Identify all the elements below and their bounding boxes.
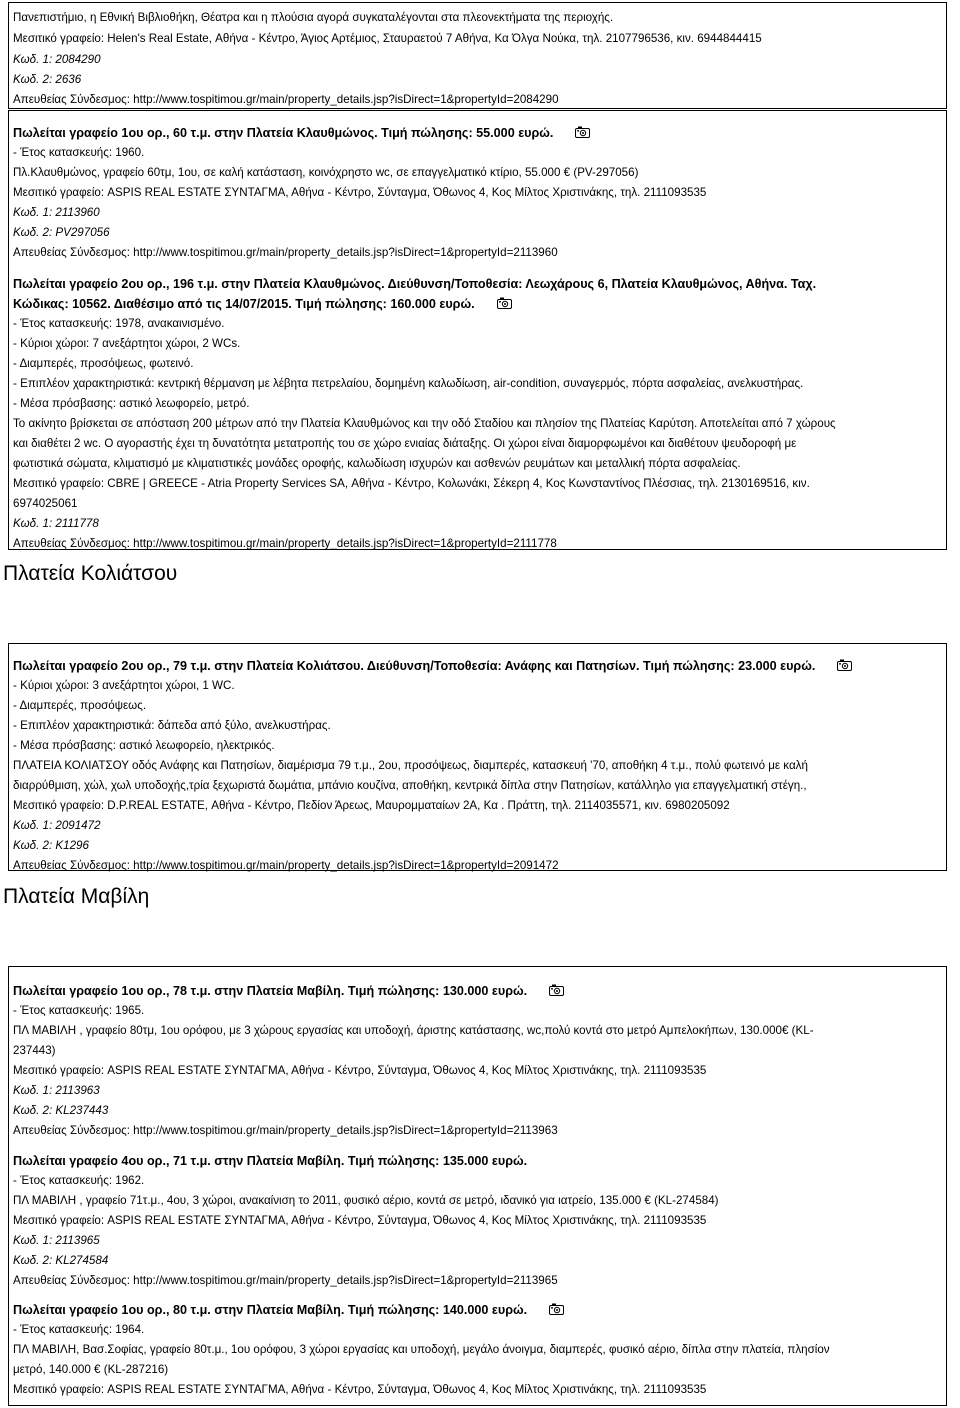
direct-link[interactable]: Απευθείας Σύνδεσμος: http://www.tospitimou.gr/main/property_details.jsp?isDirect=1&propertyId=2113963 bbox=[13, 1124, 558, 1137]
code2-line: Κωδ. 2: K1296 bbox=[13, 839, 89, 852]
camera-icon[interactable] bbox=[837, 659, 852, 671]
direct-link[interactable]: Απευθείας Σύνδεσμος: http://www.tospitimou.gr/main/property_details.jsp?isDirect=1&propertyId=2111778 bbox=[13, 537, 557, 550]
description-line: και διαθέτει 2 wc. Ο αγοραστής έχει τη δυνατότητα μετατροπής του σε χώρο ενιαίας διάταξης. Οι χώροι είναι διαμορφωμένοι και διαθέτουν ψευδοροφή με bbox=[13, 437, 797, 450]
listing-heading-text: Πωλείται γραφείο 4ου ορ., 71 τ.μ. στην Πλατεία Μαβίλη. Τιμή πώλησης: 135.000 ευρώ. bbox=[13, 1154, 528, 1168]
agency-line: Μεσιτικό γραφείο: ASPIS REAL ESTATE ΣΥΝΤΑΓΜΑ, Αθήνα - Κέντρο, Σύνταγμα, Όθωνος 4, Κος Μίλτος Χριστινάκης, τηλ. 2111093535 bbox=[13, 1064, 707, 1077]
code1-line: Κωδ. 1: 2113965 bbox=[13, 1234, 100, 1247]
description-line: ΠΛ ΜΑΒΙΛΗ , γραφείο 71τ.μ., 4ου, 3 χώροι, ανακαίνιση το 2011, φυσικό αέριο, κοντά σε μετρό, ιδανικό για ιατρείο, 135.000 € (KL-274584) bbox=[13, 1194, 719, 1207]
year-line: - Έτος κατασκευής: 1962. bbox=[13, 1174, 145, 1187]
listing-heading-text: Πωλείται γραφείο 1ου ορ., 78 τ.μ. στην Πλατεία Μαβίλη. Τιμή πώλησης: 130.000 ευρώ. bbox=[13, 984, 528, 998]
listing-heading-text: Πωλείται γραφείο 1ου ορ., 80 τ.μ. στην Πλατεία Μαβίλη. Τιμή πώλησης: 140.000 ευρώ. bbox=[13, 1303, 528, 1317]
orientation-line: - Διαμπερές, προσόψεως. bbox=[13, 699, 147, 712]
camera-icon[interactable] bbox=[549, 1303, 564, 1315]
agency-line: Μεσιτικό γραφείο: Helen's Real Estate, Αθήνα - Κέντρο, Άγιος Αρτέμιος, Σταυραετού 7 Αθήνα, Κα Όλγα Νούκα, τηλ. 2107796536, κιν. 6944844415 bbox=[13, 32, 762, 45]
listing-heading bbox=[13, 1154, 527, 1168]
transport-line: - Μέσα πρόσβασης: αστικό λεωφορείο, μετρό. bbox=[13, 397, 250, 410]
listing-heading bbox=[13, 1303, 564, 1317]
agency-line: Μεσιτικό γραφείο: D.P.REAL ESTATE, Αθήνα - Κέντρο, Πεδίον Άρεως, Μαυρομματαίων 2Α, Κα . Πράττη, τηλ. 2114035571, κιν. 6980205092 bbox=[13, 799, 730, 812]
direct-link[interactable]: Απευθείας Σύνδεσμος: http://www.tospitimou.gr/main/property_details.jsp?isDirect=1&propertyId=2113960 bbox=[13, 246, 558, 259]
code1-line: Κωδ. 1: 2113963 bbox=[13, 1084, 100, 1097]
section-title-mavili: Πλατεία Μαβίλη bbox=[3, 885, 150, 908]
code1-line: Κωδ. 1: 2113960 bbox=[13, 206, 100, 219]
section-title-koliatsou: Πλατεία Κολιάτσου bbox=[3, 562, 178, 585]
listing-heading bbox=[13, 297, 512, 311]
camera-icon[interactable] bbox=[549, 984, 564, 996]
year-line: - Έτος κατασκευής: 1964. bbox=[13, 1323, 145, 1336]
listing-heading bbox=[13, 984, 564, 998]
code1-line: Κωδ. 1: 2091472 bbox=[13, 819, 101, 832]
text-line: Πανεπιστήμιο, η Εθνική Βιβλιοθήκη, Θέατρα και η πλούσια αγορά συγκαταλέγονται στα πλεονεκτήματα της περιοχής. bbox=[13, 11, 614, 24]
listing-heading bbox=[13, 659, 852, 673]
agency-line: Μεσιτικό γραφείο: ASPIS REAL ESTATE ΣΥΝΤΑΓΜΑ, Αθήνα - Κέντρο, Σύνταγμα, Όθωνος 4, Κος Μίλτος Χριστινάκης, τηλ. 2111093535 bbox=[13, 1383, 707, 1396]
description-line: φωτιστικά σώματα, κλιματισμό με κλιματιστικές μονάδες οροφής, καλωδίωση ισχυρών και ασθενών ρευμάτων και μεταλλική πόρτα ασφαλείας. bbox=[13, 457, 741, 470]
description-line: ΠΛ ΜΑΒΙΛΗ, Βασ.Σοφίας, γραφείο 80τ.μ., 1ου ορόφου, 3 χώροι εργασίας και υποδοχή, μεγάλο άνοιγμα, διαμπερές, φυσικό αέριο, δίπλα στην πλατεία, πλησίον bbox=[13, 1343, 830, 1356]
description-line: 237443) bbox=[13, 1044, 56, 1057]
camera-icon[interactable] bbox=[497, 297, 512, 309]
orientation-line: - Διαμπερές, προσόψεως, φωτεινό. bbox=[13, 357, 194, 370]
agency-line: Μεσιτικό γραφείο: CBRE | GREECE - Atria Property Services SA, Αθήνα - Κέντρο, Κολωνάκι, Σέκερη 4, Κος Κωνσταντίνος Πλέσσιας, τηλ. 2130169516, κιν. bbox=[13, 477, 810, 490]
agency-line: Μεσιτικό γραφείο: ASPIS REAL ESTATE ΣΥΝΤΑΓΜΑ, Αθήνα - Κέντρο, Σύνταγμα, Όθωνος 4, Κος Μίλτος Χριστινάκης, τηλ. 2111093535 bbox=[13, 186, 707, 199]
description-line: ΠΛ ΜΑΒΙΛΗ , γραφείο 80τμ, 1ου ορόφου, με 3 χώρους εργασίας και υποδοχή, άριστης κατάστασης, wc,πολύ κοντά στο μετρό Αμπελοκήπων, 130.000€ (KL- bbox=[13, 1024, 814, 1037]
description-line: διαρρύθμιση, χώλ, χωλ υποδοχής,τρία ξεχωριστά δωμάτια, μπάνιο κουζίνα, αποθήκη, κεντρικά δίπλα στην Πατησίων, κατάλληλο για επαγγελματική στέγη., bbox=[13, 779, 807, 792]
code2-line: Κωδ. 2: 2636 bbox=[13, 73, 82, 86]
description-line: Πλ.Κλαυθμώνος, γραφείο 60τμ, 1ου, σε καλή κατάσταση, κοινόχρηστο wc, σε επαγγελματικό κτίριο, 55.000 € (PV-297056) bbox=[13, 166, 639, 179]
agency-line: Μεσιτικό γραφείο: ASPIS REAL ESTATE ΣΥΝΤΑΓΜΑ, Αθήνα - Κέντρο, Σύνταγμα, Όθωνος 4, Κος Μίλτος Χριστινάκης, τηλ. 2111093535 bbox=[13, 1214, 707, 1227]
code2-line: Κωδ. 2: KL274584 bbox=[13, 1254, 109, 1267]
direct-link[interactable]: Απευθείας Σύνδεσμος: http://www.tospitimou.gr/main/property_details.jsp?isDirect=1&propertyId=2084290 bbox=[13, 93, 559, 106]
year-line: - Έτος κατασκευής: 1978, ανακαινισμένο. bbox=[13, 317, 225, 330]
features-line: - Επιπλέον χαρακτηριστικά: δάπεδα από ξύλο, ανελκυστήρας. bbox=[13, 719, 331, 732]
listing-heading-text: Πωλείται γραφείο 1ου ορ., 60 τ.μ. στην Πλατεία Κλαυθμώνος. Τιμή πώλησης: 55.000 ευρώ. bbox=[13, 126, 554, 140]
listing-heading bbox=[13, 126, 590, 140]
year-line: - Έτος κατασκευής: 1960. bbox=[13, 146, 145, 159]
description-line: ΠΛΑΤΕΙΑ ΚΟΛΙΑΤΣΟΥ οδός Ανάφης και Πατησίων, διαμέρισμα 79 τ.μ., 2ου, προσόψεως, διαμπερές, κατασκευή '70, αποθήκη 4 τ.μ., πολύ φωτεινό με καλή bbox=[13, 759, 808, 772]
direct-link[interactable]: Απευθείας Σύνδεσμος: http://www.tospitimou.gr/main/property_details.jsp?isDirect=1&propertyId=2091472 bbox=[13, 859, 559, 872]
transport-line: - Μέσα πρόσβασης: αστικό λεωφορείο, ηλεκτρικός. bbox=[13, 739, 275, 752]
listing-box-koliatsou bbox=[8, 643, 947, 871]
rooms-line: - Κύριοι χώροι: 3 ανεξάρτητοι χώροι, 1 WC. bbox=[13, 679, 235, 692]
code2-line: Κωδ. 2: PV297056 bbox=[13, 226, 110, 239]
description-line: Το ακίνητο βρίσκεται σε απόσταση 200 μέτρων από την Πλατεία Κλαυθμώνος και την οδό Σταδίου και πλησίον της Πλατείας Καρύτση. Αποτελείται από 7 χώρους bbox=[13, 417, 836, 430]
year-line: - Έτος κατασκευής: 1965. bbox=[13, 1004, 145, 1017]
code1-line: Κωδ. 1: 2111778 bbox=[13, 517, 99, 530]
agency-mobile-line: 6974025061 bbox=[13, 497, 78, 510]
camera-icon[interactable] bbox=[575, 126, 590, 138]
description-line: μετρό, 140.000 € (KL-287216) bbox=[13, 1363, 169, 1376]
listing-heading: Πωλείται γραφείο 2ου ορ., 196 τ.μ. στην Πλατεία Κλαυθμώνος. Διεύθυνση/Τοποθεσία: Λεωχάρους 6, Πλατεία Κλαυθμώνος, Αθήνα. Ταχ. bbox=[13, 277, 817, 291]
code1-line: Κωδ. 1: 2084290 bbox=[13, 53, 101, 66]
listing-heading-text: Κώδικας: 10562. Διαθέσιμο από τις 14/07/2015. Τιμή πώλησης: 160.000 ευρώ. bbox=[13, 297, 475, 311]
features-line: - Επιπλέον χαρακτηριστικά: κεντρική θέρμανση με λέβητα πετρελαίου, δομημένη καλωδίωση, air-condition, συναγερμός, πόρτα ασφαλείας, ανελκυστήρας. bbox=[13, 377, 804, 390]
rooms-line: - Κύριοι χώροι: 7 ανεξάρτητοι χώροι, 2 WCs. bbox=[13, 337, 241, 350]
code2-line: Κωδ. 2: KL237443 bbox=[13, 1104, 109, 1117]
direct-link[interactable]: Απευθείας Σύνδεσμος: http://www.tospitimou.gr/main/property_details.jsp?isDirect=1&propertyId=2113965 bbox=[13, 1274, 558, 1287]
listing-heading-text: Πωλείται γραφείο 2ου ορ., 79 τ.μ. στην Πλατεία Κολιάτσου. Διεύθυνση/Τοποθεσία: Ανάφης και Πατησίων. Τιμή πώλησης: 23.000 ευρώ. bbox=[13, 659, 816, 673]
